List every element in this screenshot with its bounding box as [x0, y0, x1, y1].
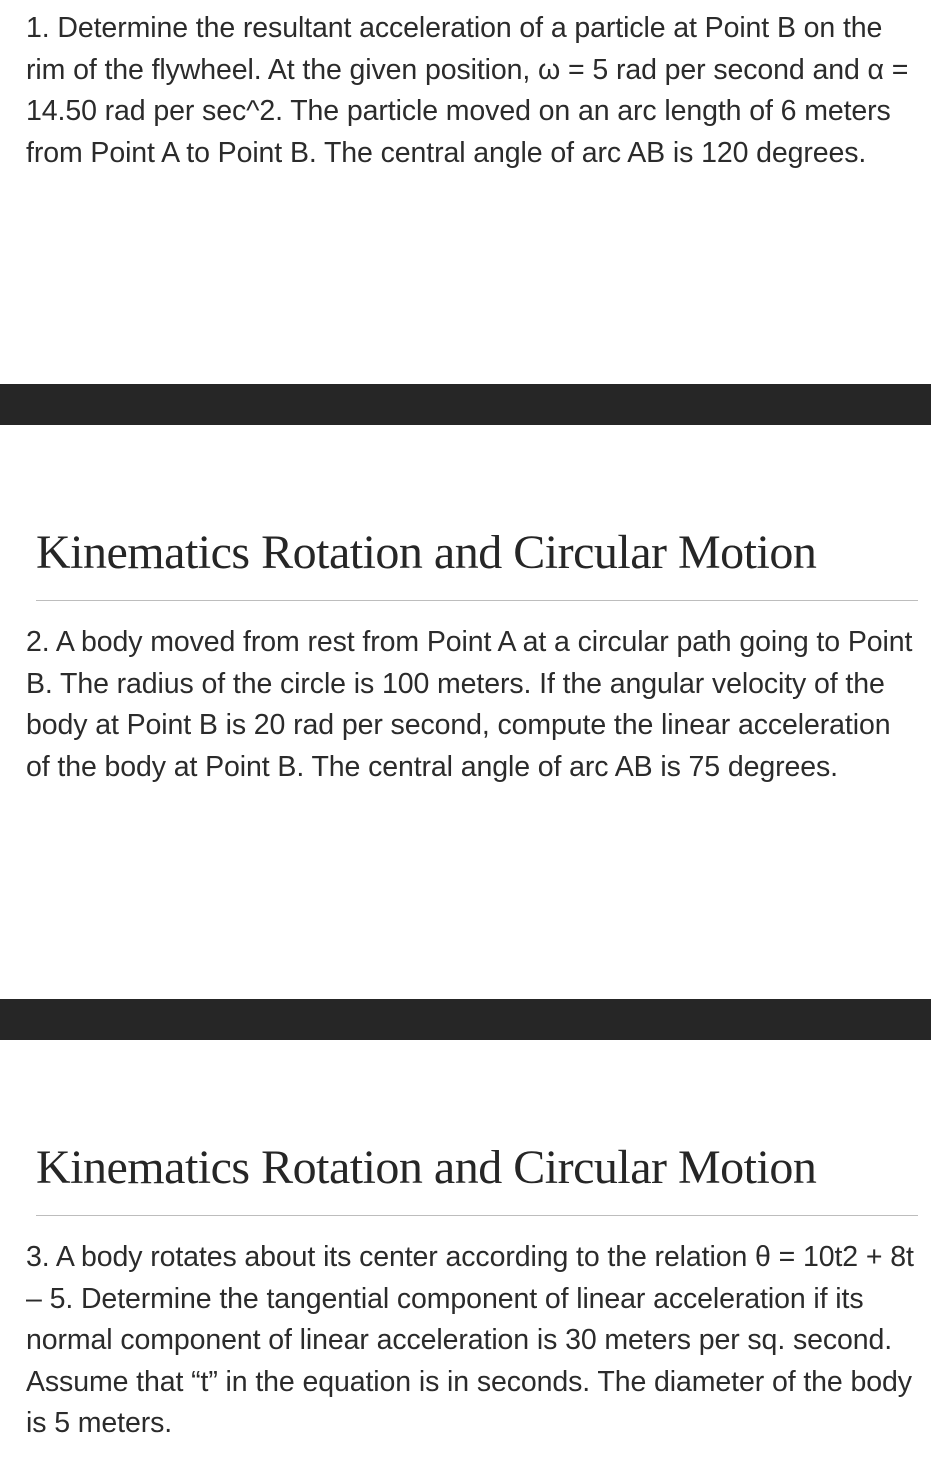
title-underline — [36, 600, 918, 601]
section-divider-bar — [0, 999, 931, 1040]
section-divider-bar — [0, 384, 931, 425]
section-title: Kinematics Rotation and Circular Motion — [36, 1141, 817, 1194]
section-title: Kinematics Rotation and Circular Motion — [36, 526, 817, 579]
question-1-text: 1. Determine the resultant acceleration of a particle at Point B on the rim of the flywheel. At the given position, ω = 5 rad per second and α = 14.50 rad per sec^2. The particle moved on an arc length of 6 meters from Point A to Point B. The central angle of arc AB is 120 degrees. — [26, 12, 909, 169]
question-3-text: 3. A body rotates about its center according to the relation θ = 10t2 + 8t – 5. Determine the tangential component of linear acceleration if its normal component of linear acceleration is 30 meters per sq. second. Assume that “t” in the equation is in seconds. The diameter of the body is 5 meters. — [26, 1241, 914, 1440]
title-underline — [36, 1215, 918, 1216]
question-2-text: 2. A body moved from rest from Point A at a circular path going to Point B. The radius of the circle is 100 meters. If the angular velocity of the body at Point B is 20 rad per second, compute the linear acceleration of the body at Point B. The central angle of arc AB is 75 degrees. — [26, 626, 913, 783]
